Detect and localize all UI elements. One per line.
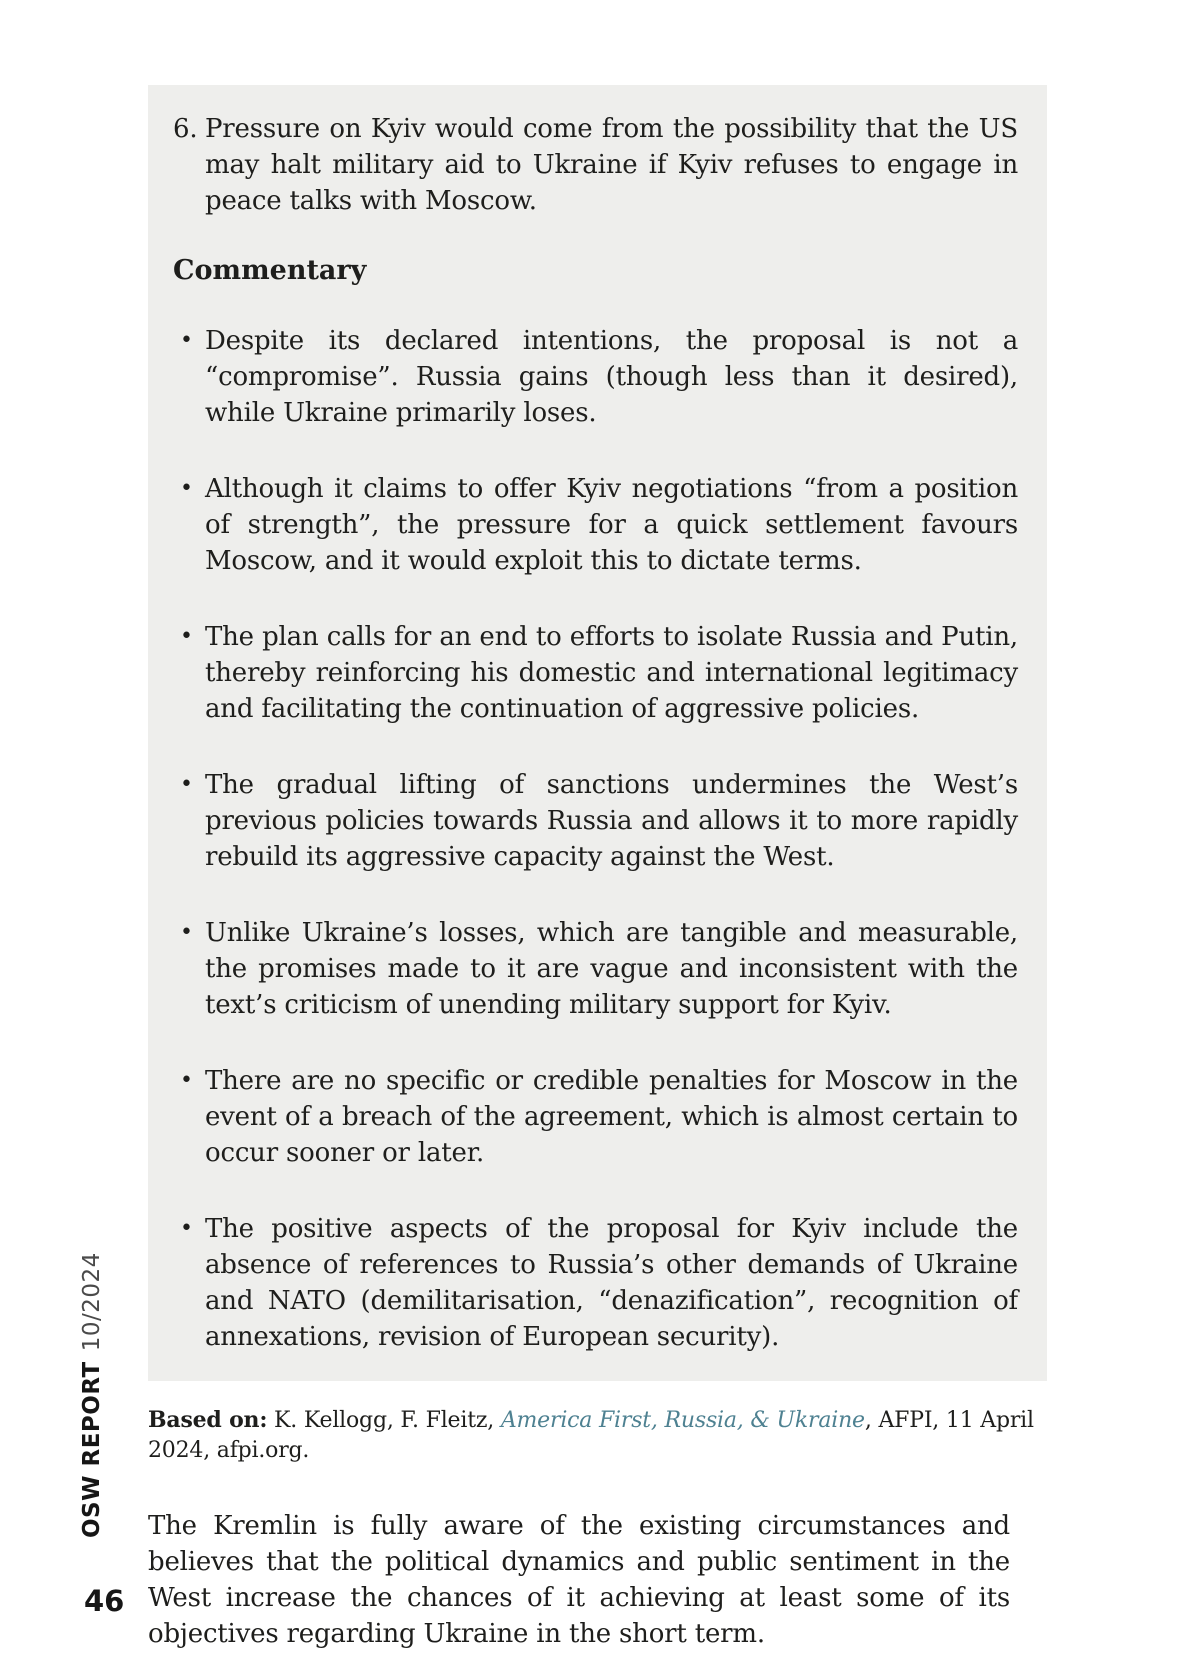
- bullet-item: [173, 915, 1018, 1023]
- bullet-text: There are no specific or credible penalties for Moscow in the event of a breach of the agreement, which is almost certain to occur sooner or later.: [205, 1066, 1018, 1168]
- bullet-text: Although it claims to offer Kyiv negotiations “from a position of strength”, the pressure for a quick settlement favours Moscow, and it would exploit this to dictate terms.: [205, 474, 1018, 576]
- bullet-item: [173, 767, 1018, 875]
- summary-box: [148, 85, 1047, 1381]
- bullet-item: [173, 1063, 1018, 1171]
- source-note-suffix: , AFPI, 11 April 2024, afpi.org.: [148, 1408, 1034, 1463]
- report-issue: 10/2024: [79, 1252, 105, 1352]
- source-title-link[interactable]: America First, Russia, & Ukraine: [500, 1408, 865, 1433]
- commentary-heading: Commentary: [173, 255, 367, 286]
- bullet-marker: •: [180, 328, 193, 353]
- closing-paragraph: The Kremlin is fully aware of the existing circumstances and believes that the political dynamics and public sentiment in the West increase the chances of it achieving at least some of its objectives regarding Ukraine in the short term.: [148, 1511, 1010, 1649]
- bullet-marker: •: [180, 1216, 193, 1241]
- bullet-marker: •: [180, 920, 193, 945]
- source-note-authors: K. Kellogg, F. Fleitz,: [267, 1408, 501, 1433]
- numbered-list-item: [173, 111, 1018, 219]
- source-note-prefix: Based on:: [148, 1407, 268, 1433]
- bullet-marker: •: [180, 624, 193, 649]
- bullet-marker: •: [180, 476, 193, 501]
- report-name: OSW REPORT: [79, 1361, 105, 1538]
- bullet-item: [173, 1211, 1018, 1355]
- bullet-text: The positive aspects of the proposal for Kyiv include the absence of references to Russia’s other demands of Ukraine and NATO (demilitarisation, “denazification”, recognition of annexations, revision of European security).: [205, 1214, 1018, 1352]
- list-item-text: Pressure on Kyiv would come from the possibility that the US may halt military aid to Ukraine if Kyiv refuses to engage in peace talks with Moscow.: [205, 114, 1018, 216]
- main-content: [148, 85, 1047, 1652]
- commentary-bullet-list: [173, 323, 1018, 1355]
- page-number: 46: [84, 1584, 125, 1618]
- bullet-text: The gradual lifting of sanctions undermines the West’s previous policies towards Russia and allows it to more rapidly rebuild its aggressive capacity against the West.: [205, 770, 1018, 872]
- bullet-item: [173, 471, 1018, 579]
- bullet-text: The plan calls for an end to efforts to isolate Russia and Putin, thereby reinforcing his domestic and international legitimacy and facilitating the continuation of aggressive policies.: [205, 622, 1018, 724]
- list-item-number: 6.: [173, 114, 198, 144]
- bullet-marker: •: [180, 1068, 193, 1093]
- bullet-item: [173, 323, 1018, 431]
- bullet-text: Despite its declared intentions, the proposal is not a “compromise”. Russia gains (though less than it desired), while Ukraine primarily loses.: [205, 326, 1018, 428]
- bullet-marker: •: [180, 772, 193, 797]
- bullet-item: [173, 619, 1018, 727]
- source-note: [148, 1405, 1047, 1466]
- report-sidebar-label: [78, 1252, 106, 1538]
- bullet-text: Unlike Ukraine’s losses, which are tangible and measurable, the promises made to it are vague and inconsistent with the text’s criticism of unending military support for Kyiv.: [205, 918, 1018, 1020]
